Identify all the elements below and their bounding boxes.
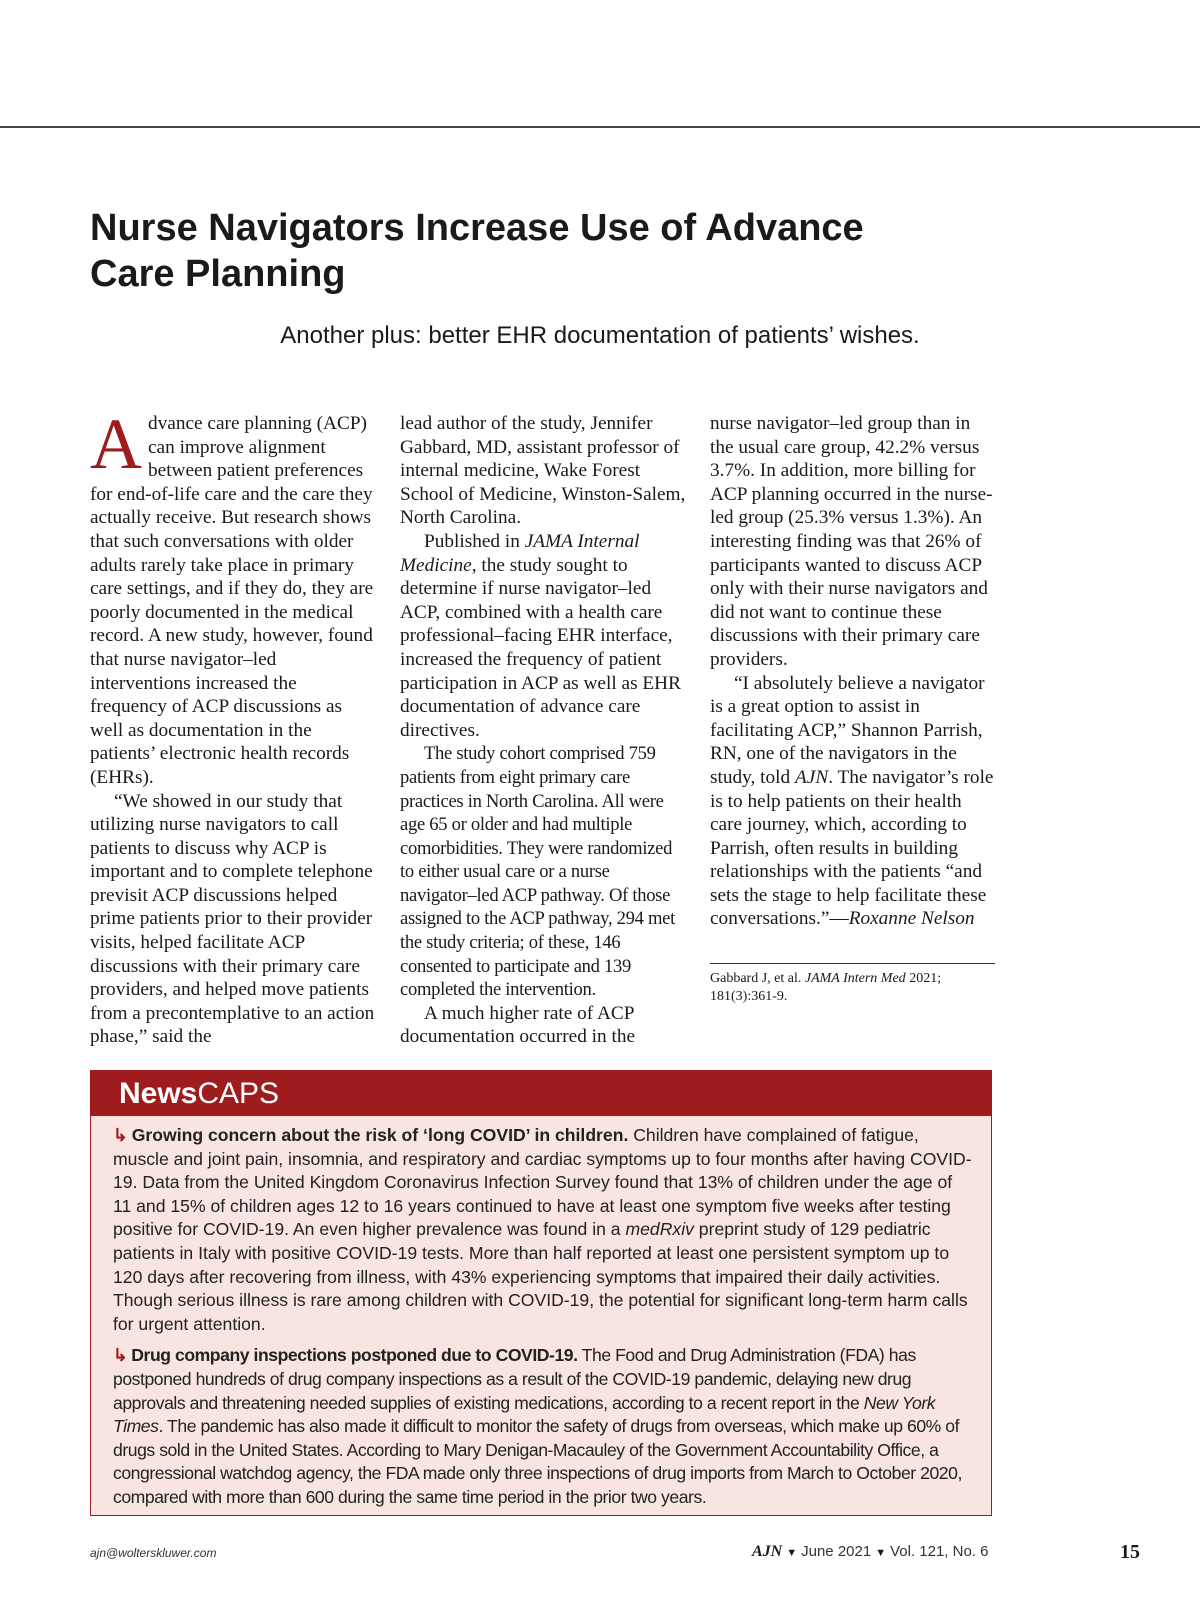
reference-text: Gabbard J, et al. — [710, 971, 805, 987]
news-text: Children have complained of fatigue, muscle and joint pain, insomnia, and respiratory and cardiac symptoms up to four months after having COVID-19. Data from the United Kingdom Coronavirus Infection Survey found that 13% of children under the age of 11 and 15% of children ages 12 to 16 years continued to have at least one symptom five weeks after testing positive for COVID-19. An even higher prevalence was found in a — [113, 1125, 972, 1240]
article-title: Nurse Navigators Increase Use of Advance Care Planning — [90, 207, 864, 295]
news-source: New York Times — [113, 1392, 936, 1437]
triangle-icon: ▼ — [875, 1547, 887, 1559]
footer-email: ajn@wolterskluwer.com — [90, 1546, 217, 1560]
paragraph: nurse navigator–led group than in the usual care group, 42.2% versus 3.7%. In addition, more billing for ACP planning occurred in the nurse-led group (25.3% versus 1.3%). An interesting finding was that 26% of participants wanted to discuss ACP only with their nurse navigators and did not want to continue these discussions with their primary care providers. — [710, 413, 993, 670]
news-headline: Drug company inspections postponed due to COVID-19. — [131, 1345, 578, 1366]
news-text: . The pandemic has also made it difficult to monitor the safety of drugs from overseas, which make up 60% of drugs sold in the United States. According to Mary Denigan-Macauley of the Government Accountability Office, a congressional watchdog agency, the FDA made only three inspections of drug imports from March to October 2020, compared with more than 600 during the same time period in the prior two years. — [113, 1416, 962, 1507]
drop-cap: A — [90, 404, 142, 484]
article-column-3 — [710, 412, 995, 1006]
footer-journal-name: AJN — [752, 1543, 783, 1560]
news-item — [113, 1344, 973, 1509]
footer-volume: Vol. 121, No. 6 — [890, 1543, 989, 1560]
article-column-1 — [90, 404, 375, 1049]
news-text: The Food and Drug Administration (FDA) has postponed hundreds of drug company inspections as a result of the COVID-19 pandemic, delaying new drug approvals and threatening needed supplies of existing medications, according to a recent report in the — [113, 1345, 916, 1413]
footer-date: June 2021 — [801, 1543, 872, 1560]
paragraph — [710, 672, 995, 932]
footer-journal-info — [752, 1543, 989, 1561]
newscaps-body — [91, 1116, 991, 1510]
news-text: preprint study of 129 pediatric patients in Italy with positive COVID-19 tests. More than half reported at least one persistent symptom up to 120 days after recovering from illness, with 43% experiencing symptoms that impaired their daily activities. Though serious illness is rare among children with COVID-19, the potential for significant long-term harm calls for urgent attention. — [113, 1219, 968, 1334]
journal-name: JAMA Internal Medicine — [400, 530, 640, 576]
reference — [710, 970, 995, 1006]
triangle-icon: ▼ — [786, 1547, 798, 1559]
paragraph-text: , the study sought to determine if nurse navigator–led ACP, combined with a health care professional–facing EHR interface, increased the frequency of patient participation in ACP as well as EHR documentation of advance care directives. — [400, 554, 681, 741]
news-source: medRxiv — [625, 1219, 694, 1240]
reference-divider — [710, 963, 995, 964]
newscaps-box — [90, 1070, 992, 1516]
newscaps-header-news: News — [119, 1077, 198, 1110]
article-deck: Another plus: better EHR documentation of patients’ wishes. — [280, 322, 920, 349]
paragraph-text: . The navigator’s role is to help patients on their health care journey, which, according to Parrish, often results in building relationships with the patients “and sets the stage to help facilitate these conversations.”— — [710, 766, 994, 930]
paragraph: The study cohort comprised 759 patients from eight primary care practices in North Carolina. All were age 65 or older and had multiple comorbidities. They were randomized to either usual care or a nurse navigator–led ACP pathway. Of those assigned to the ACP pathway, 294 met the study criteria; of these, 146 consented to participate and 139 completed the intervention. — [400, 743, 675, 1001]
news-headline: Growing concern about the risk of ‘long COVID’ in children. — [131, 1125, 629, 1145]
reference-journal: JAMA Intern Med — [804, 971, 906, 987]
paragraph: “We showed in our study that utilizing nurse navigators to call patients to discuss why ACP is important and to complete telephone previsit ACP discussions helped prime patients prior to their provider visits, helped facilitate ACP discussions with their primary care providers, and helped move patients from a precontemplative to an action phase,” said the — [90, 790, 375, 1048]
paragraph-text: dvance care planning (ACP) can improve alignment between patient preferences for end-of-life care and the care they actually receive. But research shows that such conversations with older adults rarely take place in primary care settings, and if they do, they are poorly documented in the medical record. A new study, however, found that nurse navigator–led interventions increased the frequency of ACP discussions as well as documentation in the patients’ electronic health records (EHRs). — [90, 413, 374, 788]
paragraph-text: “I absolutely believe a navigator is a great option to assist in facilitating ACP,” Shannon Parrish, RN, one of the navigators in the study, told — [710, 672, 985, 788]
journal-name: AJN — [795, 766, 829, 788]
page-number: 15 — [1120, 1541, 1140, 1563]
news-item — [113, 1124, 973, 1336]
paragraph — [400, 530, 690, 742]
article-column-2 — [400, 412, 690, 1049]
paragraph: A much higher rate of ACP documentation occurred in the — [400, 1002, 636, 1048]
paragraph-text: Published in — [424, 530, 525, 552]
paragraph: lead author of the study, Jennifer Gabbard, MD, assistant professor of internal medicine, Wake Forest School of Medicine, Winston-Salem, North Carolina. — [400, 413, 686, 529]
top-rule — [0, 126, 1200, 128]
newscaps-header-caps: CAPS — [197, 1077, 280, 1110]
author-byline: Roxanne Nelson — [848, 908, 975, 930]
reference-text: 2021; 181(3):361-9. — [710, 971, 942, 1005]
newscaps-header — [91, 1071, 991, 1116]
arrow-icon: ↳ — [113, 1125, 128, 1145]
paragraph — [90, 404, 375, 790]
arrow-icon: ↳ — [113, 1345, 128, 1366]
